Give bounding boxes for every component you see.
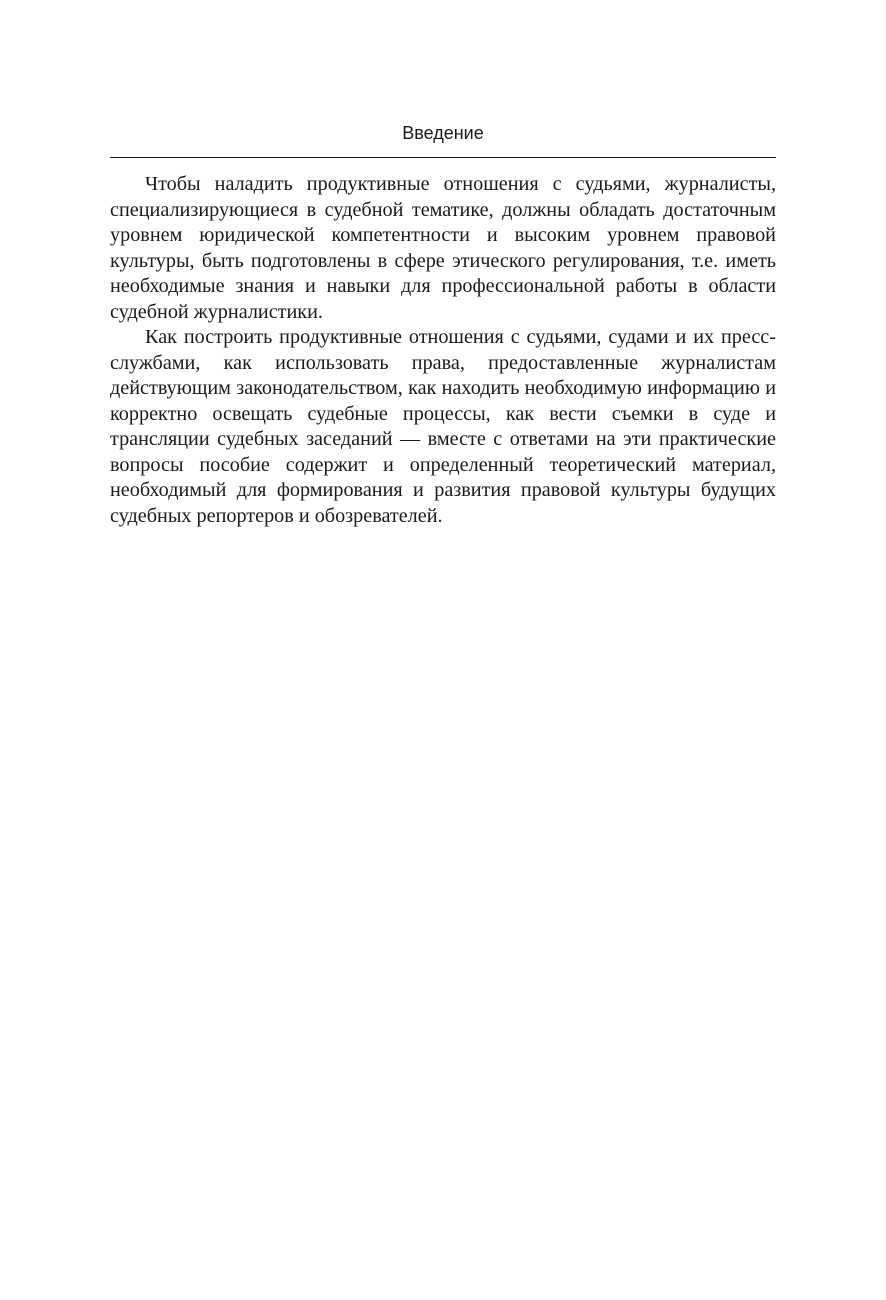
header-divider bbox=[110, 157, 776, 158]
paragraph: Как построить продуктивные отношения с судьями, судами и их пресс-службами, как использовать права, предоставленные журналистам действующим законодательством, как находить необходимую информацию и корректно освещать судебные процессы, как вести съемки в суде и трансляции судебных заседаний — вместе с ответами на эти практические вопросы пособие содержит и определенный теоретический материал, необходимый для формирования и развития правовой культуры будущих судебных репортеров и обозревателей. bbox=[110, 326, 776, 527]
paragraph: Чтобы наладить продуктивные отношения с судьями, журналисты, специализирующиеся в судебной тематике, должны обладать достаточным уровнем юридической компетентности и высоким уровнем правовой культуры, быть подготовлены в сфере этического регулирования, т.е. иметь необходимые знания и навыки для профессиональной работы в области судебной журналистики. bbox=[110, 173, 776, 323]
body-text bbox=[110, 172, 776, 529]
running-head: Введение bbox=[402, 123, 484, 143]
